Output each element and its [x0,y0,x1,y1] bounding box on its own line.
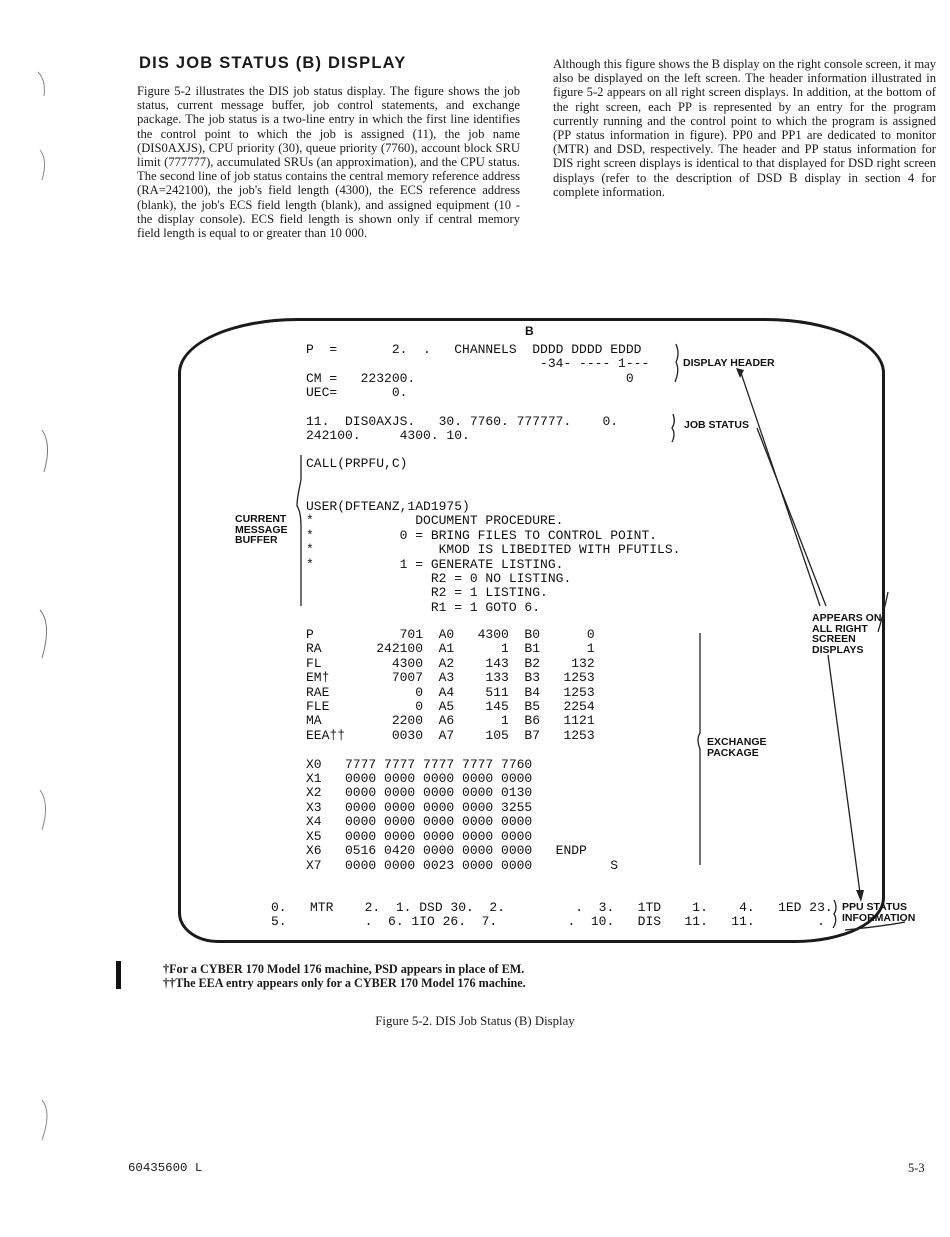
right-paragraph: Although this figure shows the B display on the right console screen, it may also be displayed on the left screen. The header information illustrated in figure 5-2 appears on all right screen displays. In addition, at the bottom of the right screen, each PP is represented by an entry for the program currently running and the control point to which the program is assigned (PP status information in figure). PP0 and PP1 are dedicated to monitor (MTR) and DSD, respectively. The header and PP status information for DIS right screen displays is identical to that displayed for DSD right screen displays (refer to the description of DSD B display in section 4 for complete information. [553,57,936,199]
footnote-2: ††The EEA entry appears only for a CYBER 170 Model 176 machine. [163,976,526,990]
footnote-1: †For a CYBER 170 Model 176 machine, PSD appears in place of EM. [163,962,525,976]
callout-message-buffer: CURRENT MESSAGE BUFFER [235,513,288,546]
job-status-text: 11. DIS0AXJS. 30. 7760. 777777. 0. 242100. 4300. 10. [306,414,619,444]
display-header-text: P = 2. . CHANNELS DDDD DDDD EDDD -34- ---- 1--- CM = 223200. 0 UEC= 0. [306,342,650,401]
callout-ppu-status: PPU STATUS INFORMATION [842,901,916,924]
change-bar [116,961,121,989]
figure-caption: Figure 5-2. DIS Job Status (B) Display [375,1014,575,1028]
document-number: 60435600 L [128,1161,203,1175]
callout-display-header: DISPLAY HEADER [683,357,775,369]
callout-exchange-package: EXCHANGE PACKAGE [707,736,767,759]
message-buffer-text: USER(DFTEANZ,1AD1975) * DOCUMENT PROCEDURE. * 0 = BRING FILES TO CONTROL POINT. * KMOD IS LIBEDITED WITH PFUTILS. * 1 = GENERATE LISTING. R2 = 0 NO LISTING. R2 = 1 LISTING. R1 = 1 GOTO 6. [306,499,681,615]
callout-appears-on: APPEARS ON ALL RIGHT SCREEN DISPLAYS [812,612,882,656]
left-paragraph: Figure 5-2 illustrates the DIS job status display. The figure shows the job status, current message buffer, job control statements, and exchange package. The job status is a two-line entry in which the first line identifies the control point to which the job is assigned (11), the job name (DIS0AXJS), CPU priority (30), queue priority (7760), account block SRU limit (777777), accumulated SRUs (an approximation), and the CPU status. The second line of job status contains the central memory reference address (RA=242100), the job's field length (4300), the ECS reference address (blank), the job's ECS field length (blank), and assigned equipment (10 - the display console). ECS field length is shown only if central memory field length is equal to or greater than 10 000. [137,84,520,241]
display-letter: B [525,324,534,338]
control-statement: CALL(PRPFU,C) [306,456,408,471]
callout-job-status: JOB STATUS [684,419,749,431]
page-number: 5-3 [908,1161,925,1175]
pp-status-text: 0. MTR 2. 1. DSD 30. 2. . 3. 1TD 1. 4. 1ED 23. 5. . 6. 1IO 26. 7. . 10. DIS 11. 11. . [271,900,833,930]
exchange-package-text: P 701 A0 4300 B0 0 RA 242100 A1 1 B1 1 FL 4300 A2 143 B2 132 EM† 7007 A3 133 B3 1253 RAE 0 A4 511 B4 1253 FLE 0 A5 145 B5 2254 MA 2200 A6 1 B6 1121 EEA†† 0030 A7 105 B7 1253 X0 7777 7777 7777 7777 7760 X1 0000 0000 0000 0000 0000 X2 0000 0000 0000 0000 0130 X3 0000 0000 0000 0000 3255 X4 0000 0000 0000 0000 0000 X5 0000 0000 0000 0000 0000 X6 0516 0420 0000 0000 0000 ENDP X7 0000 0000 0023 0000 0000 S [306,627,619,873]
section-heading: DIS JOB STATUS (B) DISPLAY [139,54,407,72]
